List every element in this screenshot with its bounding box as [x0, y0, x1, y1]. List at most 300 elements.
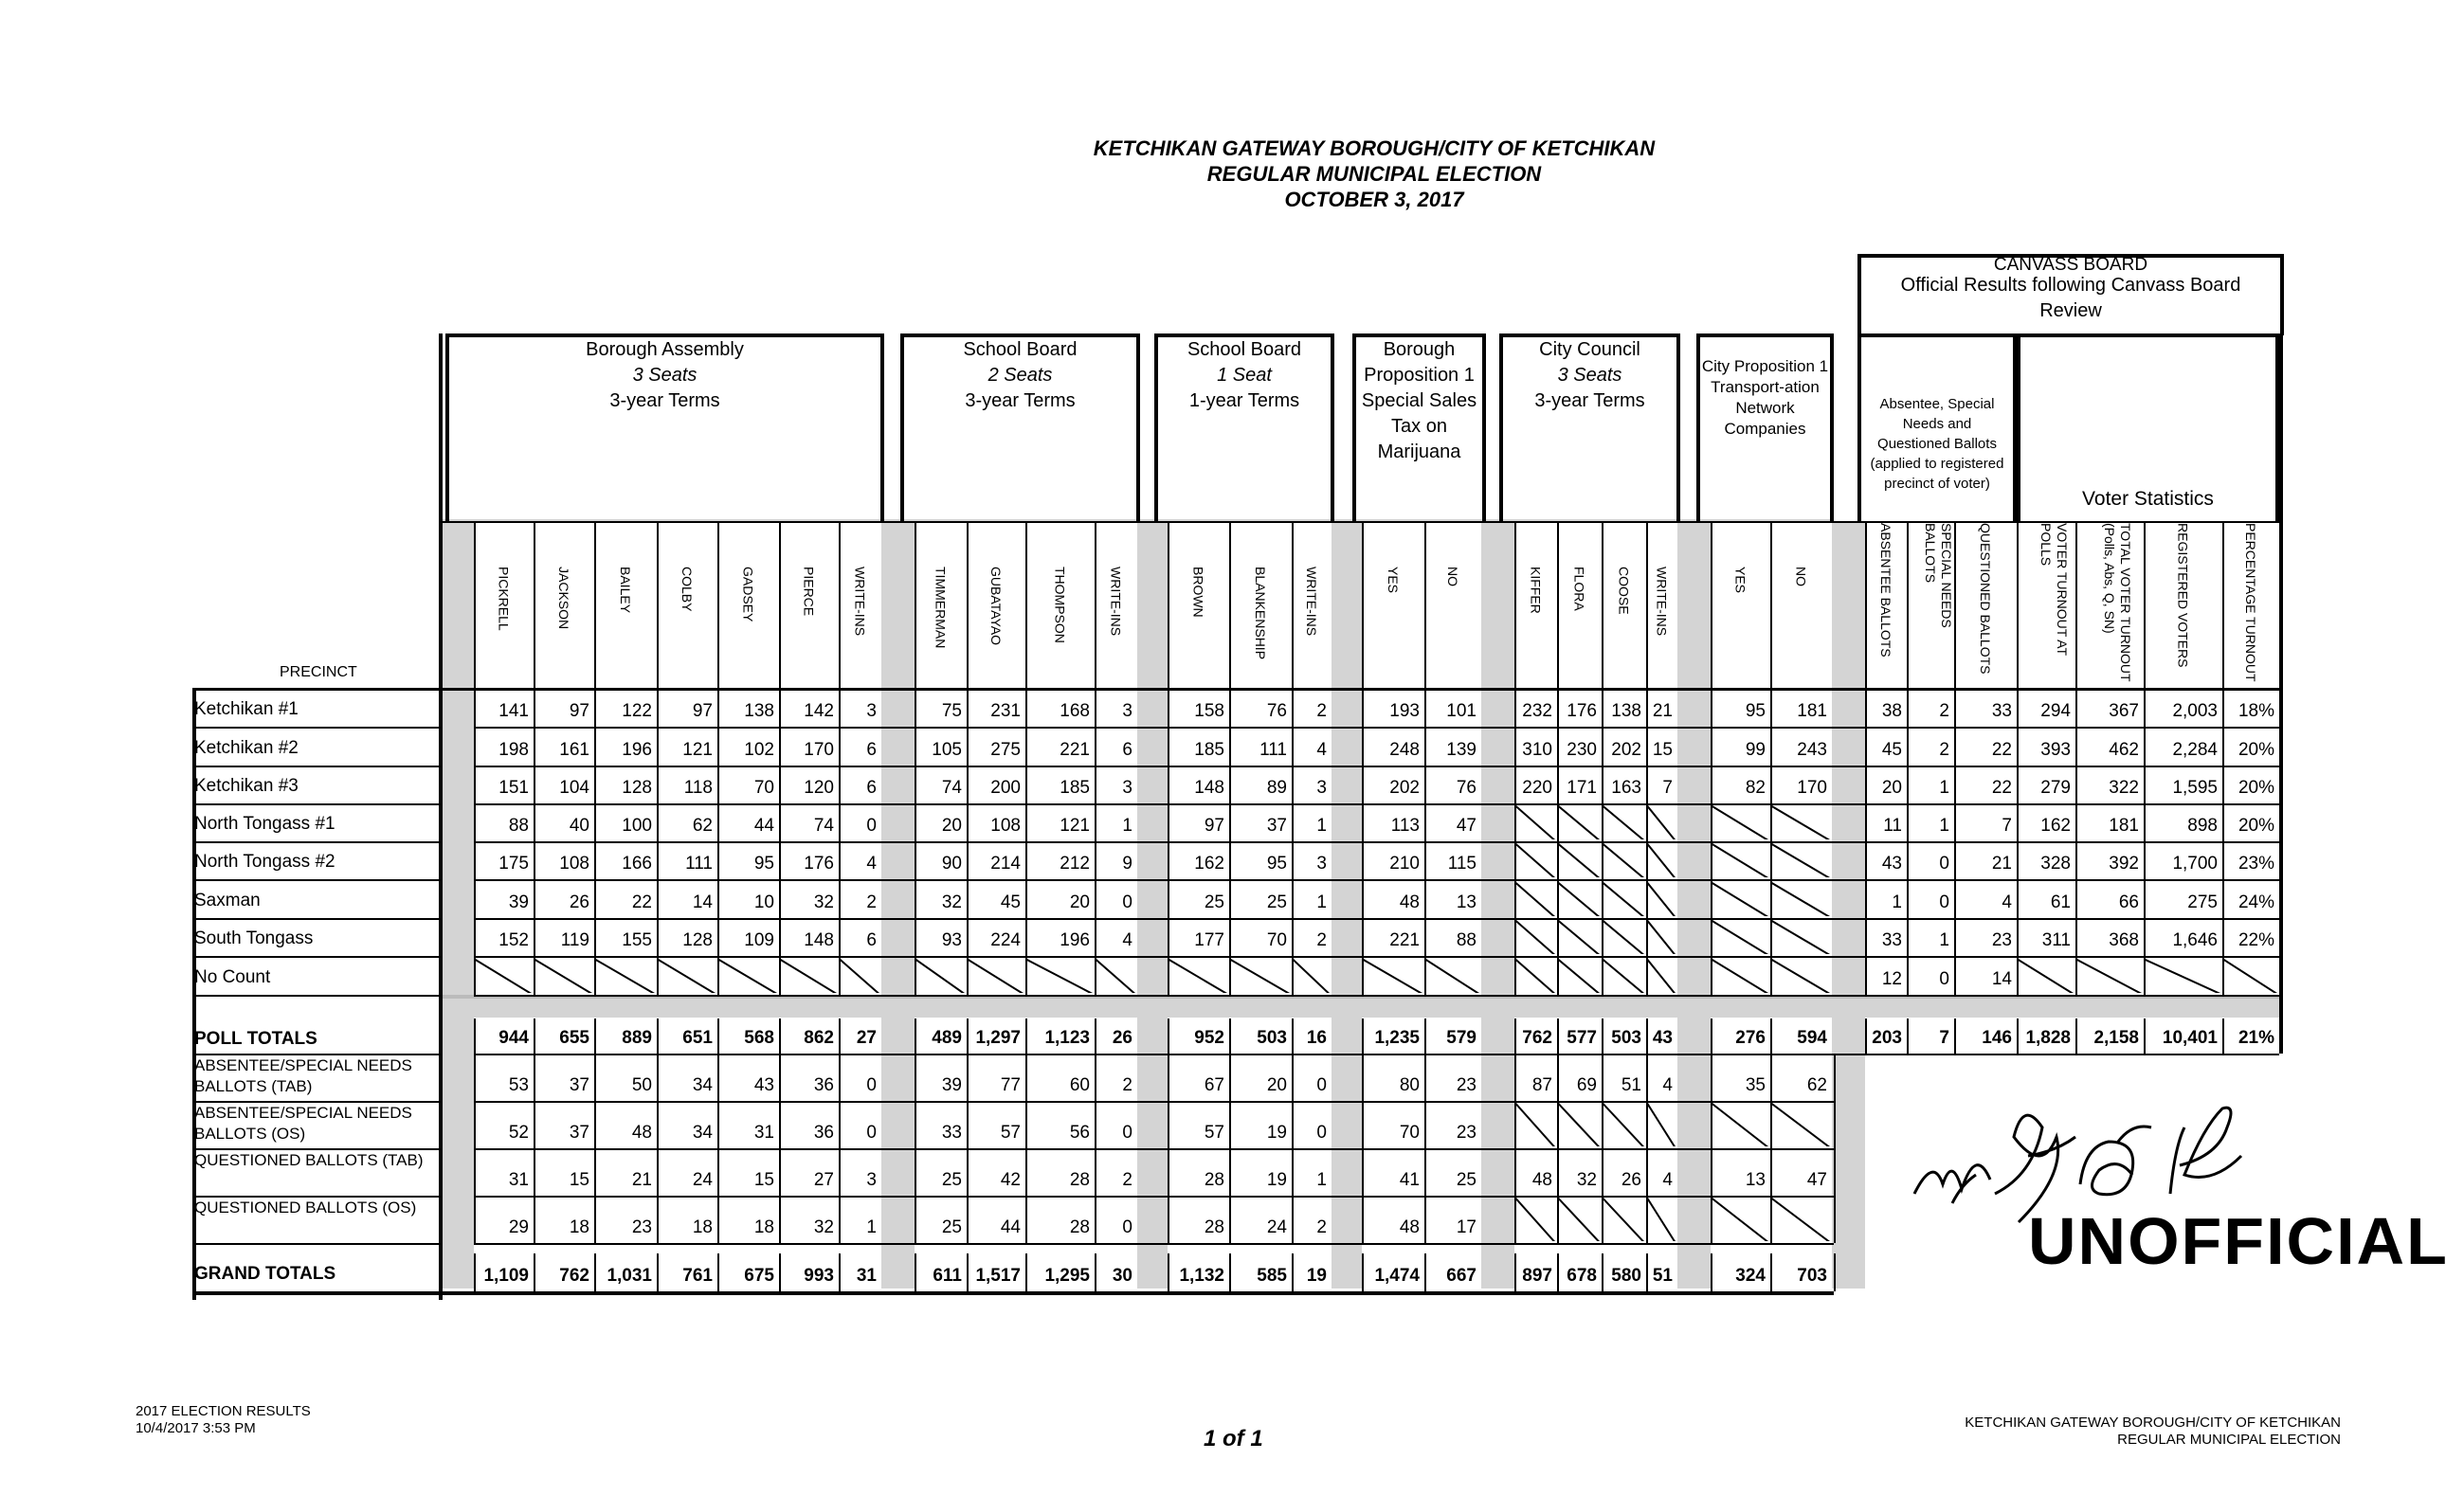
vote-count: 23 — [1456, 1123, 1477, 1143]
vote-count: 897 — [1522, 1266, 1552, 1286]
vote-count: 276 — [1735, 1028, 1766, 1048]
contest-group-header — [900, 333, 1140, 521]
vote-count: 36 — [813, 1075, 834, 1095]
empty-cell-slash — [1559, 920, 1600, 954]
header-divider — [534, 521, 535, 688]
vote-count: 993 — [804, 1266, 834, 1286]
cell-divider — [1834, 1101, 1836, 1148]
vote-count: 75 — [941, 701, 962, 721]
candidate-column-header: YES — [1386, 567, 1401, 594]
vote-count: 171 — [1567, 778, 1597, 798]
empty-cell-slash — [1712, 882, 1768, 916]
vote-count: 48 — [1531, 1170, 1552, 1190]
vote-count: 66 — [2118, 892, 2139, 912]
column-separator — [881, 521, 915, 1289]
precinct-row-label: North Tongass #1 — [194, 815, 335, 834]
vote-count: 279 — [2040, 778, 2071, 798]
vote-count: 31 — [753, 1123, 774, 1143]
row-rule — [474, 995, 2279, 997]
vote-count: 20 — [1881, 778, 1902, 798]
vote-count: 2 — [1316, 930, 1327, 950]
candidate-column-header: REGISTERED VOTERS — [2175, 523, 2191, 668]
vote-count: 1,031 — [607, 1266, 652, 1286]
vote-count: 20 — [1069, 892, 1090, 912]
report-title — [853, 135, 1895, 212]
vote-count: 594 — [1797, 1028, 1827, 1048]
vote-count: 3 — [1316, 854, 1327, 874]
candidate-column-header: SPECIAL NEEDS BALLOTS — [1923, 523, 1954, 628]
vote-count: 57 — [1204, 1123, 1224, 1143]
vote-count: 651 — [682, 1028, 713, 1048]
unofficial-stamp: UNOFFICIAL — [2028, 1204, 2449, 1278]
vote-count: 162 — [2040, 816, 2071, 836]
candidate-column-header: WRITE-INS — [1304, 567, 1319, 637]
vote-count: 148 — [1194, 778, 1224, 798]
empty-cell-slash — [1648, 882, 1676, 916]
header-divider — [594, 521, 596, 688]
vote-count: 232 — [1522, 701, 1552, 721]
candidate-column-header: BAILEY — [618, 567, 633, 614]
vote-count: 36 — [813, 1123, 834, 1143]
row-rule — [192, 918, 441, 920]
candidate-column-header: NO — [1445, 567, 1460, 586]
vote-count: 200 — [990, 778, 1021, 798]
contest-header-line: 3-year Terms — [1534, 390, 1645, 411]
footer-timestamp: 10/4/2017 3:53 PM — [136, 1420, 256, 1436]
contest-group-header — [1154, 333, 1334, 521]
empty-cell-slash — [1712, 843, 1768, 877]
vote-count: 121 — [1060, 816, 1090, 836]
vote-count: 95 — [753, 854, 774, 874]
header-divider — [1424, 521, 1426, 688]
empty-cell-slash — [1772, 920, 1830, 954]
vote-count: 1,595 — [2172, 778, 2218, 798]
footer-left — [136, 1403, 311, 1437]
vote-count: 16 — [1306, 1028, 1327, 1048]
header-divider — [1514, 521, 1516, 688]
candidate-column-header: VOTER TURNOUT AT POLLS — [2038, 523, 2070, 656]
vote-count: 48 — [1399, 892, 1420, 912]
vote-count: 21 — [631, 1170, 652, 1190]
vote-count: 74 — [941, 778, 962, 798]
vote-count: 27 — [813, 1170, 834, 1190]
vote-count: 24 — [692, 1170, 713, 1190]
precinct-row-label: ABSENTEE/SPECIAL NEEDS BALLOTS (OS) — [194, 1104, 412, 1143]
vote-count: 74 — [813, 816, 834, 836]
vote-count: 20 — [1266, 1075, 1287, 1095]
vote-count: 898 — [2187, 816, 2218, 836]
vote-count: 503 — [1611, 1028, 1641, 1048]
vote-count: 4 — [1662, 1170, 1673, 1190]
vote-count: 47 — [1456, 816, 1477, 836]
contest-header-text: Borough Proposition 1 Special Sales Tax on Marijuana — [1361, 339, 1477, 462]
row-rule — [474, 1054, 2279, 1055]
vote-count: 181 — [1797, 701, 1827, 721]
vote-count: 148 — [804, 930, 834, 950]
title-line-3: OCTOBER 3, 2017 — [1284, 188, 1464, 211]
candidate-column-header: THOMPSON — [1052, 567, 1068, 643]
empty-cell-slash — [596, 959, 655, 993]
canvass-title: CANVASS BOARD — [1993, 255, 2148, 275]
contest-header-text: Absentee, Special Needs and Questioned Ballots (applied to registered precinct of voter) — [1870, 396, 2004, 492]
vote-count: 170 — [1797, 778, 1827, 798]
empty-cell-slash — [916, 959, 965, 993]
cell-divider — [1834, 1253, 1836, 1291]
vote-count: 51 — [1621, 1075, 1641, 1095]
vote-count: 176 — [804, 854, 834, 874]
vote-count: 32 — [813, 1217, 834, 1237]
vote-count: 60 — [1069, 1075, 1090, 1095]
vote-count: 70 — [1266, 930, 1287, 950]
candidate-column-header: BROWN — [1190, 567, 1206, 618]
row-rule — [192, 995, 441, 997]
vote-count: 0 — [1316, 1123, 1327, 1143]
row-rule — [474, 841, 2279, 843]
vote-count: 61 — [2050, 892, 2071, 912]
vote-count: 176 — [1567, 701, 1597, 721]
header-divider — [1770, 521, 1772, 688]
row-separator — [439, 997, 2279, 1018]
vote-count: 368 — [2109, 930, 2139, 950]
vote-count: 51 — [1652, 1266, 1673, 1286]
vote-count: 151 — [498, 778, 529, 798]
vote-count: 294 — [2040, 701, 2071, 721]
contest-header-line: 3 Seats — [632, 365, 698, 386]
vote-count: 324 — [1735, 1266, 1766, 1286]
vote-count: 762 — [1522, 1028, 1552, 1048]
vote-count: 43 — [1881, 854, 1902, 874]
vote-count: 69 — [1576, 1075, 1597, 1095]
vote-count: 62 — [1806, 1075, 1827, 1095]
vote-count: 678 — [1567, 1266, 1597, 1286]
vote-count: 2 — [1122, 1075, 1132, 1095]
vote-count: 0 — [866, 816, 877, 836]
vote-count: 99 — [1745, 740, 1766, 760]
column-separator — [1481, 521, 1514, 1289]
candidate-column-header: GUBATAYAO — [988, 567, 1004, 645]
vote-count: 21% — [2238, 1028, 2274, 1048]
vote-count: 0 — [1939, 854, 1949, 874]
vote-count: 2 — [1939, 740, 1949, 760]
vote-count: 7 — [2002, 816, 2012, 836]
vote-count: 4 — [2002, 892, 2012, 912]
vote-count: 101 — [1446, 701, 1477, 721]
vote-count: 568 — [744, 1028, 774, 1048]
empty-cell-slash — [1603, 959, 1644, 993]
vote-count: 155 — [622, 930, 652, 950]
row-rule — [192, 841, 441, 843]
vote-count: 7 — [1939, 1028, 1949, 1048]
vote-count: 230 — [1567, 740, 1597, 760]
candidate-column-header: COLBY — [679, 567, 695, 612]
empty-cell-slash — [1712, 920, 1768, 954]
vote-count: 33 — [1881, 930, 1902, 950]
vote-count: 2 — [1316, 1217, 1327, 1237]
vote-count: 26 — [1621, 1170, 1641, 1190]
vote-count: 1,109 — [483, 1266, 529, 1286]
header-divider — [1292, 521, 1294, 688]
vote-count: 21 — [1652, 701, 1673, 721]
vote-count: 32 — [813, 892, 834, 912]
vote-count: 862 — [804, 1028, 834, 1048]
vote-count: 139 — [1446, 740, 1477, 760]
vote-count: 82 — [1745, 778, 1766, 798]
header-divider — [915, 521, 916, 688]
vote-count: 100 — [622, 816, 652, 836]
empty-cell-slash — [1648, 1198, 1676, 1241]
header-divider — [839, 521, 841, 688]
vote-count: 152 — [498, 930, 529, 950]
contest-header-line: 1-year Terms — [1188, 390, 1300, 411]
vote-count: 168 — [1060, 701, 1090, 721]
vote-count: 6 — [1122, 740, 1132, 760]
contest-group-header — [1352, 333, 1486, 521]
vote-count: 47 — [1806, 1170, 1827, 1190]
vote-count: 24 — [1266, 1217, 1287, 1237]
vote-count: 2 — [1939, 701, 1949, 721]
empty-cell-slash — [1648, 959, 1676, 993]
vote-count: 108 — [990, 816, 1021, 836]
vote-count: 146 — [1982, 1028, 2012, 1048]
column-separator — [1332, 521, 1362, 1289]
vote-count: 328 — [2040, 854, 2071, 874]
vote-count: 105 — [932, 740, 962, 760]
empty-cell-slash — [1516, 1103, 1555, 1146]
empty-cell-slash — [1559, 805, 1600, 839]
vote-count: 655 — [559, 1028, 589, 1048]
candidate-column-header: NO — [1793, 567, 1809, 586]
row-rule — [192, 1243, 441, 1245]
empty-cell-slash — [1559, 1198, 1600, 1241]
vote-count: 43 — [753, 1075, 774, 1095]
vote-count: 26 — [569, 892, 589, 912]
vote-count: 4 — [1316, 740, 1327, 760]
vote-count: 25 — [941, 1170, 962, 1190]
vote-count: 111 — [1259, 740, 1287, 760]
vote-count: 70 — [753, 778, 774, 798]
vote-count: 6 — [866, 740, 877, 760]
vote-count: 761 — [682, 1266, 713, 1286]
vote-count: 2,284 — [2172, 740, 2218, 760]
header-divider — [657, 521, 659, 688]
table-border — [2279, 333, 2283, 1054]
vote-count: 25 — [1266, 892, 1287, 912]
vote-count: 2,003 — [2172, 701, 2218, 721]
header-divider — [1711, 521, 1712, 688]
vote-count: 1,517 — [975, 1266, 1021, 1286]
vote-count: 1,123 — [1044, 1028, 1090, 1048]
empty-cell-slash — [1096, 959, 1135, 993]
vote-count: 220 — [1522, 778, 1552, 798]
vote-count: 889 — [622, 1028, 652, 1048]
vote-count: 128 — [682, 930, 713, 950]
empty-cell-slash — [659, 959, 716, 993]
vote-count: 20% — [2238, 740, 2274, 760]
vote-count: 185 — [1060, 778, 1090, 798]
vote-count: 1 — [1122, 816, 1132, 836]
contest-header-line: 3-year Terms — [609, 390, 720, 411]
header-rule — [192, 688, 441, 691]
vote-count: 667 — [1446, 1266, 1477, 1286]
vote-count: 0 — [1316, 1075, 1327, 1095]
header-rule — [439, 688, 2279, 691]
vote-count: 88 — [1456, 930, 1477, 950]
table-border — [439, 333, 443, 1300]
header-divider — [1954, 521, 1956, 688]
contest-header-line: 3 Seats — [1557, 365, 1622, 386]
vote-count: 34 — [692, 1075, 713, 1095]
vote-count: 322 — [2109, 778, 2139, 798]
empty-cell-slash — [476, 959, 532, 993]
vote-count: 32 — [941, 892, 962, 912]
vote-count: 166 — [622, 854, 652, 874]
vote-count: 119 — [560, 930, 589, 950]
empty-cell-slash — [1559, 843, 1600, 877]
vote-count: 138 — [1611, 701, 1641, 721]
vote-count: 393 — [2040, 740, 2071, 760]
vote-count: 21 — [1991, 854, 2012, 874]
vote-count: 27 — [856, 1028, 877, 1048]
vote-count: 163 — [1611, 778, 1641, 798]
vote-count: 76 — [1456, 778, 1477, 798]
vote-count: 9 — [1122, 854, 1132, 874]
vote-count: 41 — [1399, 1170, 1420, 1190]
vote-count: 45 — [1000, 892, 1021, 912]
empty-cell-slash — [1559, 882, 1600, 916]
vote-count: 3 — [1122, 701, 1132, 721]
empty-cell-slash — [1364, 959, 1422, 993]
contest-group-header — [1857, 333, 2017, 521]
precinct-row-label: Ketchikan #3 — [194, 777, 299, 796]
empty-cell-slash — [1516, 882, 1555, 916]
precinct-row-label: South Tongass — [194, 929, 314, 948]
vote-count: 1 — [1939, 816, 1949, 836]
vote-count: 23% — [2238, 854, 2274, 874]
empty-cell-slash — [2224, 959, 2277, 993]
vote-count: 0 — [1122, 1123, 1132, 1143]
empty-cell-slash — [1603, 1103, 1644, 1146]
header-divider — [717, 521, 719, 688]
vote-count: 43 — [1652, 1028, 1673, 1048]
vote-count: 56 — [1069, 1123, 1090, 1143]
header-divider — [1602, 521, 1603, 688]
column-separator — [1832, 521, 1865, 1289]
vote-count: 23 — [1456, 1075, 1477, 1095]
vote-count: 115 — [1447, 854, 1477, 874]
vote-count: 67 — [1204, 1075, 1224, 1095]
vote-count: 185 — [1194, 740, 1224, 760]
vote-count: 13 — [1456, 892, 1477, 912]
vote-count: 70 — [1399, 1123, 1420, 1143]
vote-count: 15 — [1652, 740, 1673, 760]
vote-count: 29 — [508, 1217, 529, 1237]
vote-count: 585 — [1257, 1266, 1287, 1286]
title-line-2: REGULAR MUNICIPAL ELECTION — [1206, 162, 1542, 186]
table-border — [192, 1291, 1834, 1295]
header-divider — [779, 521, 781, 688]
vote-count: 33 — [941, 1123, 962, 1143]
vote-count: 210 — [1389, 854, 1420, 874]
vote-count: 1,646 — [2172, 930, 2218, 950]
empty-cell-slash — [719, 959, 777, 993]
candidate-column-header: GADSEY — [740, 567, 756, 622]
vote-count: 0 — [1122, 1217, 1132, 1237]
header-divider — [474, 521, 476, 688]
vote-count: 1 — [1316, 1170, 1327, 1190]
contest-group-header — [2017, 333, 2279, 521]
vote-count: 141 — [498, 701, 529, 721]
contest-header-line: Borough Assembly — [586, 339, 744, 360]
vote-count: 675 — [744, 1266, 774, 1286]
vote-count: 44 — [753, 816, 774, 836]
vote-count: 580 — [1611, 1266, 1641, 1286]
vote-count: 489 — [932, 1028, 962, 1048]
canvass-board-box — [1857, 254, 2284, 335]
vote-count: 25 — [1204, 892, 1224, 912]
vote-count: 89 — [1266, 778, 1287, 798]
vote-count: 33 — [1991, 701, 2012, 721]
vote-count: 1,235 — [1374, 1028, 1420, 1048]
vote-count: 1 — [1892, 892, 1902, 912]
contest-header-line: 2 Seats — [987, 365, 1053, 386]
empty-cell-slash — [1603, 882, 1644, 916]
vote-count: 17 — [1456, 1217, 1477, 1237]
vote-count: 1 — [1939, 778, 1949, 798]
precinct-label: PRECINCT — [280, 664, 357, 680]
empty-cell-slash — [1772, 805, 1830, 839]
contest-header-line: School Board — [1187, 339, 1302, 360]
vote-count: 4 — [866, 854, 877, 874]
vote-count: 579 — [1446, 1028, 1477, 1048]
empty-cell-slash — [1603, 1198, 1644, 1241]
row-rule — [192, 727, 441, 729]
vote-count: 1 — [1316, 816, 1327, 836]
footer-right — [1905, 1415, 2341, 1449]
vote-count: 952 — [1194, 1028, 1224, 1048]
header-divider — [1362, 521, 1364, 688]
contest-group-header — [445, 333, 884, 521]
vote-count: 12 — [1881, 969, 1902, 989]
row-rule — [474, 1148, 1834, 1150]
vote-count: 20% — [2238, 778, 2274, 798]
vote-count: 175 — [498, 854, 529, 874]
canvass-subtitle: Official Results following Canvass Board Review — [1900, 275, 2241, 321]
vote-count: 77 — [1000, 1075, 1021, 1095]
vote-count: 212 — [1060, 854, 1090, 874]
vote-count: 203 — [1872, 1028, 1902, 1048]
vote-count: 14 — [692, 892, 713, 912]
empty-cell-slash — [1027, 959, 1093, 993]
vote-count: 37 — [1266, 816, 1287, 836]
vote-count: 703 — [1797, 1266, 1827, 1286]
vote-count: 138 — [744, 701, 774, 721]
empty-cell-slash — [1559, 1103, 1600, 1146]
vote-count: 13 — [1745, 1170, 1766, 1190]
vote-count: 3 — [866, 1170, 877, 1190]
vote-count: 1,132 — [1179, 1266, 1224, 1286]
precinct-row-label: Ketchikan #1 — [194, 700, 299, 719]
vote-count: 1,297 — [975, 1028, 1021, 1048]
vote-count: 11 — [1883, 816, 1902, 836]
vote-count: 6 — [866, 778, 877, 798]
vote-count: 1 — [1939, 930, 1949, 950]
vote-count: 577 — [1567, 1028, 1597, 1048]
vote-count: 28 — [1069, 1217, 1090, 1237]
empty-cell-slash — [2146, 959, 2220, 993]
empty-cell-slash — [1516, 805, 1555, 839]
vote-count: 202 — [1389, 778, 1420, 798]
vote-count: 34 — [692, 1123, 713, 1143]
